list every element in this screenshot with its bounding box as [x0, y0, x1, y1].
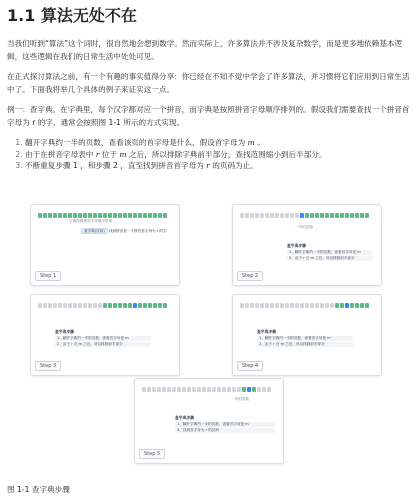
- step-note: 查字典步骤 1、翻开字典约一半的页数，查看首字母是 m 2、由于 r 在 m 之后，所以排除前半部分: [287, 243, 373, 261]
- figure-panel-step-1: [30, 204, 180, 286]
- step-label: Step 1: [35, 271, 61, 281]
- figure-panel-step-4: [232, 294, 382, 376]
- figure-panel-step-3: [30, 294, 180, 376]
- list-item: 3. 不断重复步骤 1 ，和步骤 2 ，直至找到拼音首字母为 r 的页码为止。: [25, 160, 411, 172]
- mid-label: 一半的页数: [295, 225, 313, 229]
- steps-list: [7, 137, 411, 172]
- figure-caption: 图 1-1 查字典步骤: [7, 485, 70, 494]
- page-cells: [38, 213, 167, 218]
- page-cells: [142, 387, 271, 392]
- page-cells: [38, 303, 167, 308]
- figure-panel-step-2: [232, 204, 382, 286]
- mid-label: 一半的页数: [231, 397, 249, 401]
- figure-panel-step-5: [134, 378, 284, 464]
- page-cells: [240, 303, 369, 308]
- intro-paragraph: 当我们听到“算法”这个词时，很自然地会想到数学。然而实际上，许多算法并不涉及复杂数学，而是更多地依赖基本逻辑，这些逻辑在我们的日常生活中处处可见。: [7, 39, 403, 61]
- example-paragraph: 例一：查字典。在字典里，每个汉字都对应一个拼音，而字典是按照拼音字母顺序排列的。假设我们需要查找一个拼音首字母为 r 的字，通常会按照图 1-1 所示的方式实现。: [7, 105, 410, 127]
- step-note: 查字典步骤 1、翻开字典约一半的页数，查看首字母是 m 2、由于 r 在 m 之后，所以排除前半部分: [55, 329, 151, 347]
- section-title: 1.1 算法无处不在: [7, 6, 137, 25]
- page-cells: [240, 213, 369, 218]
- step-label: Step 3: [35, 361, 61, 371]
- panel-hint: 字典按照拼音字母顺序排列: [69, 219, 113, 223]
- step-label: Step 5: [139, 449, 165, 459]
- step-note: 查字典步骤 1、翻开字典约一半的页数，查看首字母是 m 2、由于 r 在 m 之后，所以排除前半部分: [257, 329, 353, 347]
- list-item: 1. 翻开字典约一半的页数，查看该页的首字母是什么，假设首字母为 m 。: [25, 137, 411, 149]
- step-label: Step 2: [237, 271, 263, 281]
- fact-paragraph: 在正式探讨算法之前，有一个有趣的事实值得分享：你已经在不知不觉中学会了许多算法，并习惯将它们应用到日常生活中了。下面我将举几个具体的例子来证实这一点。: [7, 72, 410, 94]
- step-label: Step 4: [237, 361, 263, 371]
- panel-action: 查字典(目标) 找到拼音首一个拼音首字母为 r 的字: [81, 229, 167, 234]
- figure-dictionary-steps: [0, 204, 418, 476]
- list-item: 2. 由于在拼音字母表中 r 位于 m 之后，所以排除字典前半部分，查找范围缩小到后半部分。: [25, 149, 411, 161]
- step-note: 查字典步骤 1、翻开字典约一半的页数，查看首字母是 m 3、找到首字母为 r 的页码: [175, 415, 275, 433]
